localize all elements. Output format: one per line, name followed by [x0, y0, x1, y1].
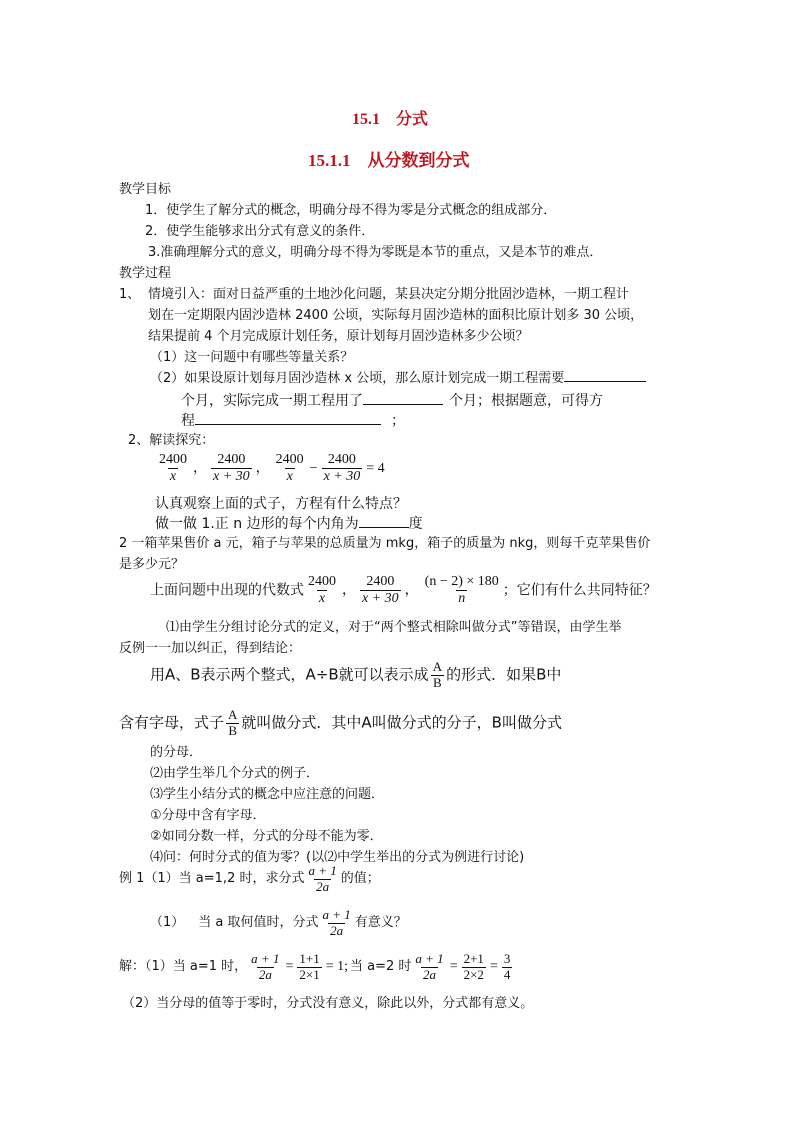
- question-2-text-b2: 个月；根据题意，可得方: [449, 393, 603, 409]
- goal-item-3: 3.准确理解分式的意义，明确分母不得为零既是本节的重点，又是本节的难点．: [148, 245, 603, 260]
- question-2-line-3: [181, 412, 405, 430]
- question-2-line-2: [181, 392, 603, 410]
- explore-heading: 2、解读探究：: [128, 433, 215, 448]
- blank-months-planned: [564, 381, 646, 382]
- example-1-text-c: 当 a 取何值时，分式: [198, 914, 319, 930]
- question-2-text-c1: 程: [181, 413, 195, 429]
- goal-item-1: 1．使学生了解分式的概念，明确分母不得为零是分式概念的组成部分．: [145, 203, 557, 218]
- fraction-2400-x: $\frac{2400}{x}$: [159, 452, 187, 485]
- intro-line-2: 划在一定期限内固沙造林 2400 公顷，实际每月固沙造林的面积比原计划多 30 公顷，: [148, 308, 644, 323]
- discuss-line-2: 反例一一加以纠正，得到结论：: [119, 641, 302, 656]
- question-2-text-b1: 个月，实际完成一期工程用了: [181, 393, 363, 409]
- fraction-3-4: $\frac{3}{4}$: [503, 951, 511, 982]
- fraction-A-B: $\frac{A}{B}$: [432, 659, 443, 690]
- example-1-text-a: 例 1（1）当 a=1,2 时，求分式: [119, 870, 305, 886]
- solution-line-1: 解：（1）当 a=1 时， $\frac{a + 1}{2a}$ = $\frac{1+1}{2\times 1}$ = 1; 当 a=2 时 $\frac{a + 1}{2a}$ = $\frac{2+1}{2\times 2}$ = $\frac{3}{4}$: [119, 951, 511, 982]
- goals-heading: 教学目标: [119, 182, 172, 197]
- intro-line-1: 情境引入：面对日益严重的土地沙化问题，某县决定分期分批固沙造林，一期工程计: [148, 287, 630, 302]
- example-1-text-b: 的值；: [340, 870, 380, 886]
- fraction-expressions: $\frac{2400}{x}$ ， $\frac{2400}{x + 30}$ ， $\frac{2400}{x}$ − $\frac{2400}{x + 30}$ = 4: [159, 452, 385, 485]
- step-3: ⑶学生小结分式的概念中应注意的问题．: [150, 787, 385, 802]
- fraction-polygon-angle: $\frac{(n - 2) \times 180}{n}$: [424, 574, 499, 607]
- try-it-unit: 度: [408, 516, 423, 532]
- definition-text-c: 含有字母，式子: [119, 713, 225, 732]
- fraction-2400-x30: $\frac{2400}{x + 30}$: [213, 452, 250, 485]
- intro-line-3: 结果提前 4 个月完成原计划任务，原计划每月固沙造林多少公顷？: [148, 329, 529, 344]
- equation-lhs-1: $\frac{2400}{x}$: [275, 452, 304, 485]
- definition-text-d: 就叫做分式．其中A叫做分式的分子，B叫做分式: [241, 713, 562, 732]
- blank-angle: [359, 527, 409, 528]
- fraction-2400-x-b: $\frac{2400}{x}$: [308, 574, 336, 607]
- fraction-a1-2a-4: $\frac{a + 1}{2a}$: [415, 951, 444, 982]
- note-2: ②如同分数一样，分式的分母不能为零．: [150, 829, 383, 844]
- equation-lhs-2: $\frac{2400}{x + 30}$: [323, 452, 361, 485]
- try-it: [155, 515, 423, 533]
- example-1-num: （1）: [150, 914, 185, 930]
- solution-line-2: （2）当分母的值等于零时，分式没有意义，除此以外，分式都有意义。: [122, 996, 534, 1011]
- definition-line-2: [119, 708, 562, 739]
- fraction-1plus1-2x1: $\frac{1+1}{2\times 1}$: [299, 951, 320, 982]
- definition-text-a: 用A、B表示两个整式，A÷B就可以表示成: [150, 665, 429, 684]
- equation-rhs: = 4: [366, 460, 385, 476]
- definition-text-b: 的形式．如果B中: [446, 665, 562, 684]
- question-1: （1）这一问题中有哪些等量关系？: [150, 350, 354, 365]
- example-1-line-1: [119, 864, 380, 895]
- example-1-line-2: [150, 908, 407, 939]
- try-it-text: 做一做 1.正 n 边形的每个内角为: [155, 516, 359, 532]
- solution-text-a: 解：（1）当 a=1 时，: [119, 958, 248, 974]
- fraction-a1-2a-2: $\frac{a + 1}{2a}$: [322, 907, 351, 938]
- fraction-2400-x30-b: $\frac{2400}{x + 30}$: [362, 574, 399, 607]
- fraction-2plus1-2x2: $\frac{2+1}{2\times 2}$: [463, 951, 484, 982]
- intro-number: 1、: [119, 287, 141, 302]
- apple-line-2: 是多少元？: [119, 557, 185, 572]
- question-2-text: （2）如果设原计划每月固沙造林 x 公顷，那么原计划完成一期工程需要: [150, 371, 565, 386]
- process-heading: 教学过程: [119, 266, 172, 281]
- discuss-line-1: ⑴由学生分组讨论分式的定义，对于“两个整式相除叫做分式”等错误，由学生举: [166, 620, 622, 635]
- algebra-text-a: 上面问题中出现的代数式: [150, 582, 304, 599]
- fraction-a1-2a-3: $\frac{a + 1}{2a}$: [251, 951, 280, 982]
- observe-text: 认真观察上面的式子，方程有什么特点？: [155, 496, 407, 512]
- page-title: 15.1 分式: [352, 111, 429, 128]
- fraction-A-B-2: $\frac{A}{B}$: [228, 707, 238, 738]
- question-2-text-c2: ；: [391, 413, 405, 429]
- fraction-a1-2a: $\frac{a + 1}{2a}$: [308, 863, 337, 894]
- section-title: 15.1.1 从分数到分式: [308, 151, 470, 170]
- question-2-line-1: [150, 371, 646, 388]
- solution-text-mid: 当 a=2 时: [350, 958, 412, 974]
- goal-item-2: 2．使学生能够求出分式有意义的条件．: [145, 224, 375, 239]
- blank-months-actual: [363, 404, 443, 405]
- example-1-text-d: 有意义？: [354, 914, 407, 930]
- algebra-row: 上面问题中出现的代数式 $\frac{2400}{x}$ ， $\frac{2400}{x + 30}$ ， $\frac{(n - 2) \times 180}{n}$ ；它们有什么共同特征？: [150, 574, 657, 607]
- blank-equation: [195, 424, 381, 425]
- definition-line-1: [150, 660, 561, 691]
- step-4: ⑷问：何时分式的值为零？(以⑵中学生举出的分式为例进行讨论): [150, 850, 525, 865]
- definition-line-3: 的分母．: [150, 745, 203, 760]
- note-1: ①分母中含有字母．: [150, 808, 266, 823]
- step-2: ⑵由学生举几个分式的例子．: [150, 766, 320, 781]
- apple-line-1: 2 一箱苹果售价 a 元，箱子与苹果的总质量为 mkg，箱子的质量为 nkg，则每千克苹果售价: [119, 536, 651, 551]
- algebra-text-b: ；它们有什么共同特征？: [502, 582, 657, 599]
